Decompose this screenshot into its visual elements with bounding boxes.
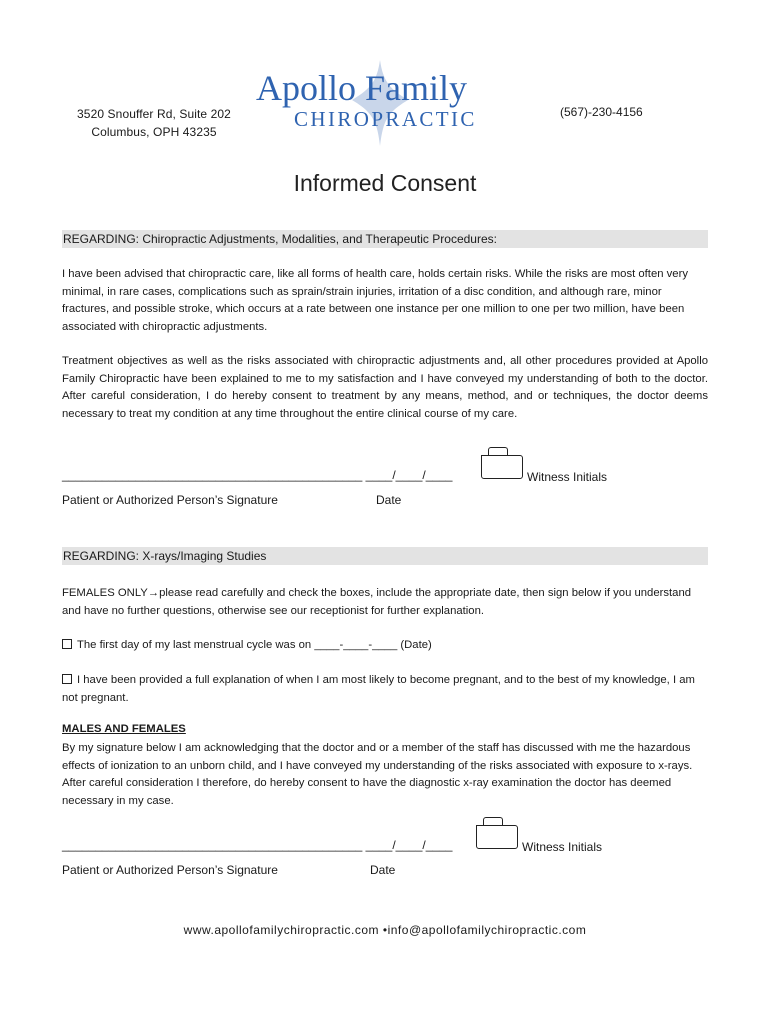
website-link[interactable]: www.apollofamilychiropractic.com: [183, 923, 380, 937]
section-heading-xrays: [62, 547, 708, 565]
signature-date-line-1[interactable]: _____________________________________________ ____/____/____: [62, 468, 453, 482]
males-females-heading: MALES AND FEMALES: [62, 723, 186, 735]
logo-main-text: Apollo Family: [256, 68, 468, 108]
treatment-paragraph: Treatment objectives as well as the risks associated with chiropractic adjustments and, all other procedures provided at Apollo Family Chiropractic have been explained to me to my satisfaction and I have conveyed my understanding of both to the doctor. After careful consideration, I do hereby consent to treatment by any means, method, and or techniques, the doctor deems necessary to treat my condition at any time throughout the entire clinical course of my care.: [62, 355, 708, 420]
pregnancy-checkbox[interactable]: [62, 674, 72, 684]
date-label-1: Date: [376, 493, 402, 507]
checkbox-row-pregnancy: [62, 672, 708, 707]
xray-consent-paragraph: By my signature below I am acknowledging that the doctor and or a member of the staff has discussed with me the hazardous effects of ionization to an unborn child, and I have conveyed my understanding of the risks associated with exposure to x-rays. After careful consideration I therefore, do hereby consent to have the diagnostic x-ray examination the doctor has deemed necessary in my case.: [62, 742, 693, 807]
signature-label-2: Patient or Authorized Person’s Signature: [62, 863, 278, 877]
section-heading-chiropractic: [62, 230, 708, 248]
address-line-1: 3520 Snouffer Rd, Suite 202: [77, 107, 231, 121]
witness-initials-box-1[interactable]: [481, 455, 523, 479]
clinic-phone: (567)-230-4156: [560, 105, 643, 119]
footer-contact: [0, 923, 770, 937]
signature-label-1: Patient or Authorized Person’s Signature: [62, 493, 278, 507]
females-intro-paragraph: [62, 585, 708, 620]
checkbox-pregnancy-label: I have been provided a full explanation of when I am most likely to become pregnant, and to the best of my knowledge, I am not pregnant.: [62, 674, 695, 704]
risk-paragraph: I have been advised that chiropractic care, like all forms of health care, holds certain risks. While the risks are most often very minimal, in rare cases, complications such as sprain/strain injuries, irritation of a disc condition, and although rare, minor fractures, and possible stroke, which occurs at a rate between one instance per one million to one per two million, have been associated with chiropractic adjustments.: [62, 268, 688, 333]
clinic-logo: [250, 58, 500, 148]
section-heading-text: REGARDING: X-rays/Imaging Studies: [63, 549, 267, 563]
females-intro-text: please read carefully and check the boxes, include the appropriate date, then sign below if you understand and have no further questions, otherwise see our receptionist for further explanation.: [62, 587, 692, 617]
address-line-2: Columbus, OPH 43235: [91, 125, 217, 139]
females-only-label: FEMALES ONLY: [62, 587, 148, 599]
arrow-icon: →: [147, 587, 160, 599]
section-heading-text: REGARDING: Chiropractic Adjustments, Modalities, and Therapeutic Procedures:: [63, 232, 497, 246]
witness-initials-label-2: Witness Initials: [522, 840, 603, 854]
clinic-address: [62, 105, 246, 141]
signature-date-line-2[interactable]: _____________________________________________ ____/____/____: [62, 838, 453, 852]
bullet-separator: •: [382, 923, 388, 937]
date-label-2: Date: [370, 863, 396, 877]
logo-sub-text: CHIROPRACTIC: [294, 107, 477, 131]
email-link[interactable]: info@apollofamilychiropractic.com: [387, 923, 587, 937]
checkbox-menstrual-label: The first day of my last menstrual cycle was on ____-____-____ (Date): [77, 639, 432, 651]
checkbox-row-menstrual: [62, 637, 708, 655]
menstrual-checkbox[interactable]: [62, 639, 72, 649]
witness-initials-label-1: Witness Initials: [527, 470, 608, 484]
page-title: Informed Consent: [293, 170, 477, 196]
witness-initials-box-2[interactable]: [476, 825, 518, 849]
